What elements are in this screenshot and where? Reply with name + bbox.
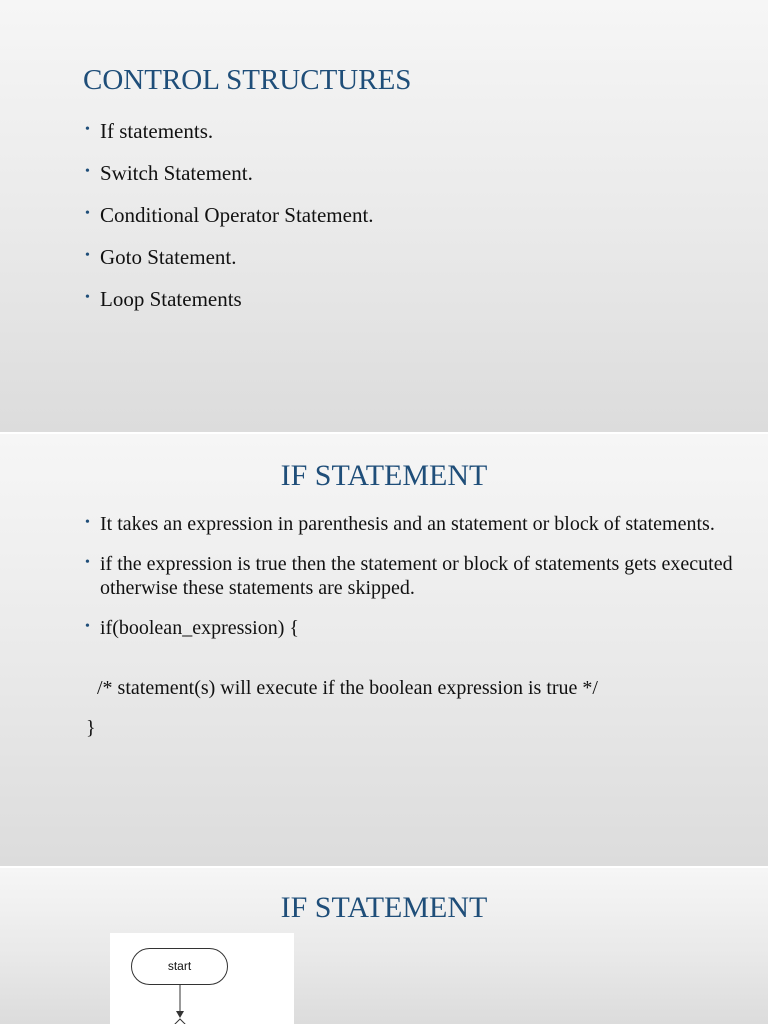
list-item bbox=[83, 616, 733, 640]
bullet-icon: • bbox=[85, 206, 90, 221]
flowchart bbox=[110, 933, 294, 1024]
bullet-text: If statements. bbox=[100, 119, 214, 143]
bullet-text: Loop Statements bbox=[100, 287, 242, 311]
bullet-text: It takes an expression in parenthesis and an statement or block of statements. bbox=[100, 513, 715, 535]
list-item bbox=[83, 118, 723, 160]
slide-if-statement-flowchart bbox=[0, 868, 768, 1024]
bullet-icon: • bbox=[85, 290, 90, 305]
list-item bbox=[83, 202, 723, 244]
slide-if-statement bbox=[0, 434, 768, 866]
list-item bbox=[83, 286, 723, 328]
code-body-line: /* statement(s) will execute if the boolean expression is true */ bbox=[97, 677, 598, 699]
flow-arrowhead bbox=[176, 1011, 184, 1018]
list-item bbox=[83, 244, 723, 286]
bullet-list bbox=[83, 118, 723, 328]
slide-title: CONTROL STRUCTURES bbox=[83, 64, 412, 96]
bullet-icon: • bbox=[85, 164, 90, 179]
bullet-icon: • bbox=[85, 555, 90, 570]
bullet-text: if the expression is true then the statement or block of statements gets executed otherwise these statements are skipped. bbox=[100, 553, 733, 599]
code-closing-brace: } bbox=[86, 717, 96, 739]
bullet-text: if(boolean_expression) { bbox=[100, 617, 299, 639]
bullet-text: Switch Statement. bbox=[100, 161, 253, 185]
flow-start-node: start bbox=[131, 948, 228, 985]
bullet-list bbox=[83, 512, 733, 656]
bullet-icon: • bbox=[85, 619, 90, 634]
slide-title: IF STATEMENT bbox=[280, 459, 488, 492]
bullet-text: Conditional Operator Statement. bbox=[100, 203, 374, 227]
bullet-icon: • bbox=[85, 122, 90, 137]
decision-diamond bbox=[168, 1019, 192, 1024]
list-item bbox=[83, 552, 733, 600]
slide-title: IF STATEMENT bbox=[280, 891, 488, 924]
bullet-text: Goto Statement. bbox=[100, 245, 237, 269]
slide-control-structures bbox=[0, 0, 768, 432]
bullet-icon: • bbox=[85, 248, 90, 263]
list-item bbox=[83, 160, 723, 202]
list-item bbox=[83, 512, 733, 536]
bullet-icon: • bbox=[85, 515, 90, 530]
